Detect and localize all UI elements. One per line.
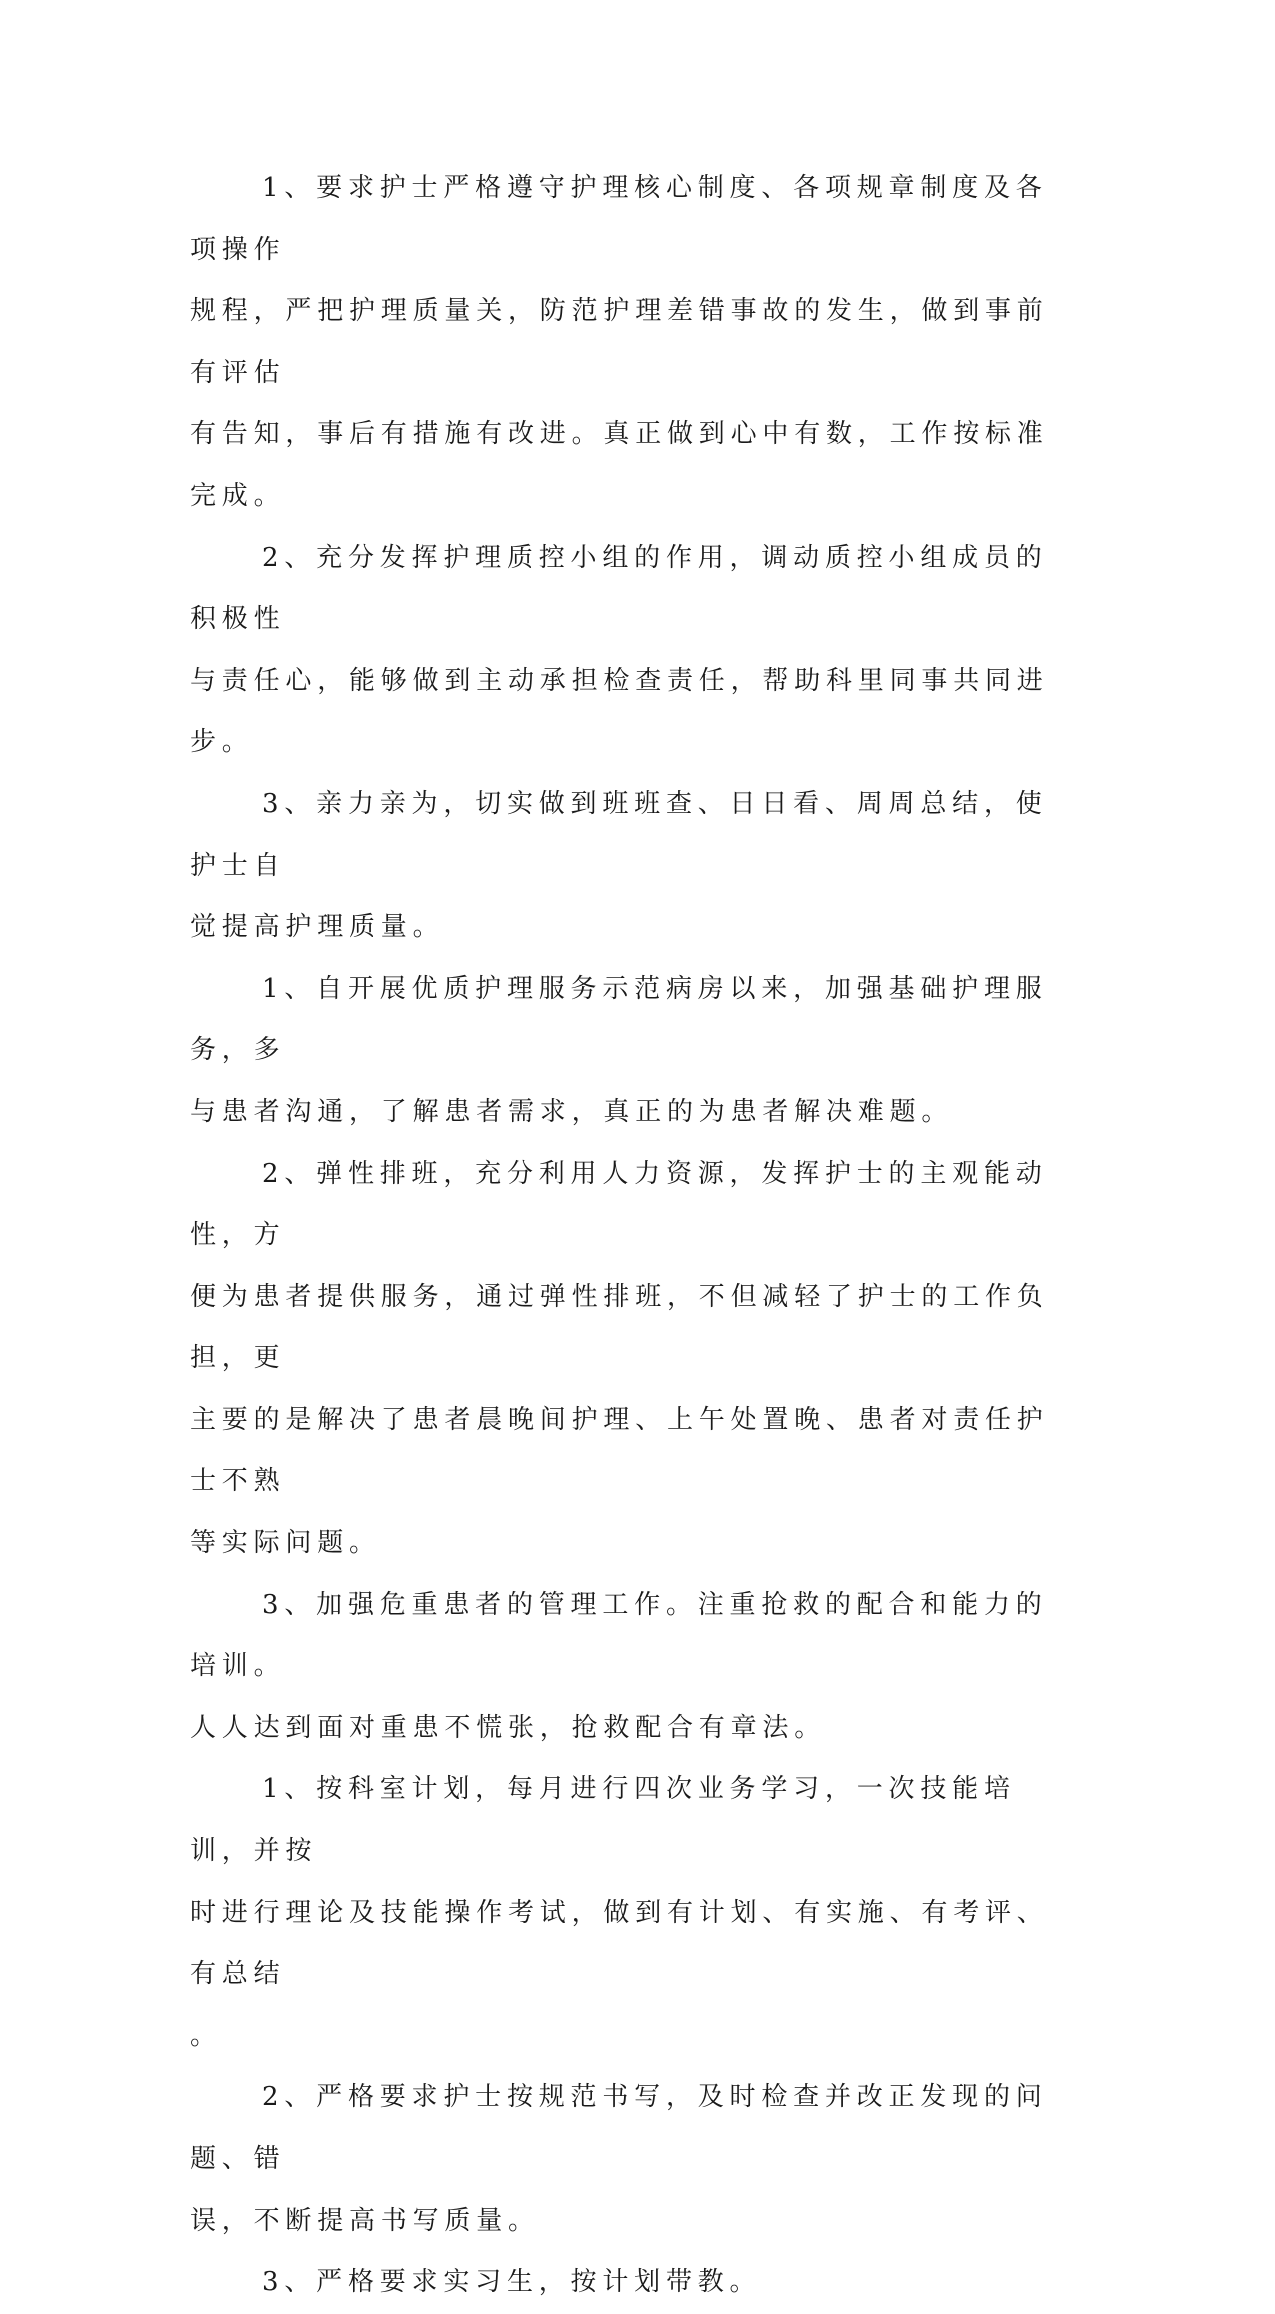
paragraph-quality-3: 3、亲力亲为，切实做到班班查、日日看、周周总结，使护士自 觉提高护理质量。 bbox=[190, 788, 1048, 943]
document-body bbox=[190, 158, 1066, 2314]
paragraph-quality-2: 2、充分发挥护理质控小组的作用，调动质控小组成员的积极性 与责任心，能够做到主动承担检查责任，帮助科里同事共同进步。 bbox=[190, 542, 1049, 758]
paragraph-training-2: 2、严格要求护士按规范书写，及时检查并改正发现的问题、错 误，不断提高书写质量。 bbox=[190, 2082, 1048, 2236]
paragraph-service-3: 3、加强危重患者的管理工作。注重抢救的配合和能力的培训。 人人达到面对重患不慌张，抢救配合有章法。 bbox=[190, 1589, 1048, 1743]
paragraph-service-2: 2、弹性排班，充分利用人力资源，发挥护士的主观能动性，方 便为患者提供服务，通过弹性排班，不但减轻了护士的工作负担，更 主要的是解决了患者晨晚间护理、上午处置晚、患者对责任护士不熟 等实际问题。 bbox=[190, 1158, 1049, 1559]
paragraph-service-1: 1、自开展优质护理服务示范病房以来，加强基础护理服务，多 与患者沟通，了解患者需求，真正的为患者解决难题。 bbox=[190, 973, 1048, 1127]
paragraph-quality-1: 1、要求护士严格遵守护理核心制度、各项规章制度及各项操作 规程，严把护理质量关，防范护理差错事故的发生，做到事前有评估 有告知，事后有措施有改进。真正做到心中有数，工作按标准完成。 bbox=[190, 173, 1049, 511]
paragraph-training-3: 3、严格要求实习生，按计划带教。 bbox=[262, 2267, 762, 2298]
paragraph-training-1: 1、按科室计划，每月进行四次业务学习，一次技能培训，并按 时进行理论及技能操作考试，做到有计划、有实施、有考评、有总结 。 bbox=[190, 1774, 1049, 2051]
